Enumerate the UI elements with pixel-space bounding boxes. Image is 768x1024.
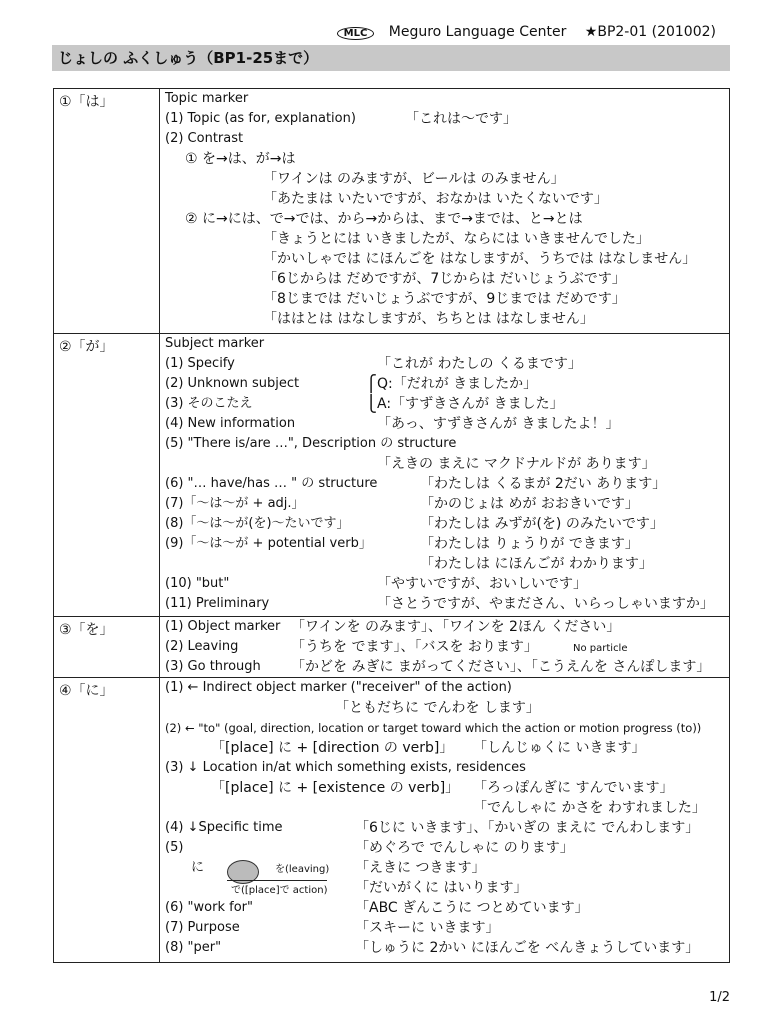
line: (5) [165,840,184,855]
brace-bottom: ⎩ [365,394,377,413]
line: (7) Purpose [165,920,240,935]
row-label: ①「は」 [54,89,160,334]
header [333,24,716,40]
line: ① を→は、が→は [185,151,296,167]
example: 「かいしゃでは にほんごを はなしますが、うちでは はなしません」 [263,251,697,267]
example: 「うちを でます」、「バスを おります」 [291,639,538,655]
example: 「これは～です」 [405,111,517,127]
line: Topic marker [165,91,249,106]
example: 「だいがくに はいります」 [355,880,528,896]
example: 「わたしは くるまが 2だい あります」 [420,476,667,492]
line: (6) "work for" [165,900,253,915]
line: ② に→には、で→では、から→からは、まで→までは、と→とは [185,211,583,227]
line: (11) Preliminary [165,596,270,611]
row-body [160,334,730,617]
example: 「スキーに いきます」 [355,920,500,936]
line: (1) ← Indirect object marker ("receiver" of the action) [165,680,512,695]
example: 「わたしは にほんごが わかります」 [420,556,653,572]
line: (2) Contrast [165,131,244,146]
example: 「あたまは いたいですが、おなかは いたくないです」 [263,191,608,207]
example: Q:「だれが きましたか」 [377,376,538,392]
table-row [54,89,730,334]
line: (7)「～は～が + adj.」 [165,496,305,511]
example: 「えきの まえに マクドナルドが あります」 [377,456,656,472]
line: Subject marker [165,336,265,351]
example: 「6じからは だめですが、7じからは だいじょうぶです」 [263,271,626,287]
example: 「かどを みぎに まがってください」、「こうえんを さんぽします」 [291,659,711,675]
row-label: ②「が」 [54,334,160,617]
table-row [54,617,730,678]
page-title: じょしの ふくしゅう（BP1-25まで） [52,45,730,71]
example: 「わたしは りょうりが できます」 [420,536,639,552]
line: (3) ↓ Location in/at which something exists, residences [165,760,526,775]
row-body [160,678,730,963]
example: 「めぐろで でんしゃに のります」 [355,840,574,856]
line: (10) "but" [165,576,230,591]
line: 「[place] に + [direction の verb]」 [211,740,454,756]
example: 「かのじょは めが おおきいです」 [420,496,639,512]
line: (2) Unknown subject [165,376,300,391]
row-label: ④「に」 [54,678,160,963]
example: 「きょうとには いきましたが、ならには いきませんでした」 [263,231,650,247]
example: 「さとうですが、やまださん、いらっしゃいますか」 [377,596,714,612]
example: A:「すずきさんが きました」 [377,396,564,412]
example: 「ははとは はなしますが、ちちとは はなしません」 [263,311,594,327]
line: (2) Leaving [165,639,239,654]
line: (8) "per" [165,940,222,955]
note: No particle [573,643,628,654]
line: (5) "There is/are …", Description の structure [165,436,457,451]
center-name: Meguro Language Center [388,24,567,40]
line: (1) Topic (as for, explanation) [165,111,356,126]
line: (1) Specify [165,356,235,371]
example: 「しゅうに 2かい にほんごを べんきょうしています」 [355,940,700,956]
example: 「ワインは のみますが、ビールは のみません」 [263,171,565,187]
example: 「これが わたしの くるまです」 [377,356,582,372]
brace-top: ⎧ [365,374,377,393]
logo: MLC [337,27,375,40]
example: 「えきに つきます」 [355,860,486,876]
line: (1) Object marker [165,619,281,634]
row-label: ③「を」 [54,617,160,678]
doc-code: ★BP2-01 (201002) [584,24,716,40]
table-row [54,334,730,617]
line: (3) そのこたえ [165,396,253,411]
example: 「ろっぽんぎに すんでいます」 [473,780,674,796]
example: 「ともだちに でんわを します」 [335,700,540,716]
line: (8)「～は～が(を)～たいです」 [165,516,350,531]
diagram-ni: に [191,860,205,875]
line: (2) ← "to" (goal, direction, location or target toward which the action or motion progress (to)) [165,721,702,735]
example: 「ワインを のみます」、「ワインを 2ほん ください」 [291,619,621,635]
page-number: 1/2 [709,990,730,1005]
line: (6) "… have/has … " の structure [165,476,378,491]
line: (3) Go through [165,659,261,674]
example: 「6じに いきます」、「かいぎの まえに でんわします」 [355,820,700,836]
example: 「わたしは みずが(を) のみたいです」 [420,516,664,532]
example: 「しんじゅくに いきます」 [473,740,646,756]
example: 「でんしゃに かさを わすれました」 [473,800,706,816]
particle-table [53,88,730,963]
line: (4) ↓Specific time [165,820,283,835]
example: 「8じまでは だいじょうぶですが、9じまでは だめです」 [263,291,626,307]
line: 「[place] に + [existence の verb]」 [211,780,460,796]
diagram-de: で([place]で action) [227,880,327,901]
row-body [160,89,730,334]
row-body [160,617,730,678]
line: (9)「～は～が + potential verb」 [165,536,372,551]
example: 「あっ、すずきさんが きましたよ！」 [377,416,620,432]
line: (4) New information [165,416,296,431]
diagram-wo: を(leaving) [275,864,330,875]
example: 「やすいですが、おいしいです」 [377,576,587,592]
table-row [54,678,730,963]
example: 「ABC ぎんこうに つとめています」 [355,900,589,916]
